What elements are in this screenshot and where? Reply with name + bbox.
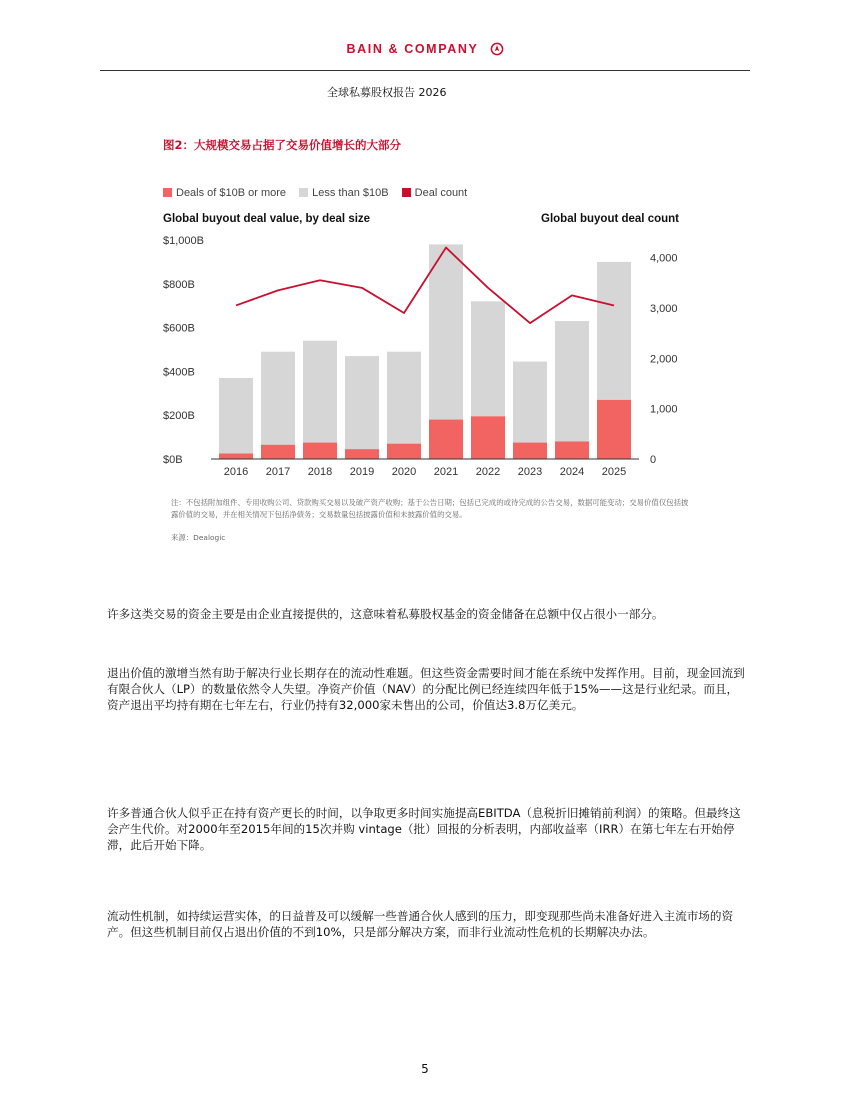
x-tick-label: 2022 [475,466,501,478]
compass-icon [490,41,504,60]
report-title: 全球私募股权报告 2026 [327,86,447,99]
buyout-deal-chart [160,228,700,480]
left-axis-heading: Global buyout deal value, by deal size [163,213,371,225]
bar-10b-or-more [261,445,295,459]
right-tick-label: 2,000 [650,353,678,366]
bar-10b-or-more [513,443,547,459]
x-tick-label: 2019 [349,466,375,478]
legend-item-deal-count [402,187,468,199]
legend-swatch-big [163,188,172,197]
x-tick-label: 2023 [517,466,543,478]
bar-less-than-10b [513,362,547,443]
header-divider [100,70,750,71]
legend-label: Deal count [414,187,468,199]
legend-swatch-small [299,188,308,197]
right-tick-label: 0 [650,454,657,466]
left-tick-label: $0B [163,454,183,466]
chart-legend [163,187,477,199]
right-tick-label: 4,000 [650,252,678,265]
x-tick-label: 2020 [391,466,417,478]
x-tick-label: 2017 [265,466,291,478]
x-tick-label: 2018 [307,466,333,478]
x-tick-label: 2016 [223,466,249,478]
bar-less-than-10b [555,321,589,441]
bar-10b-or-more [219,454,253,459]
bar-less-than-10b [345,356,379,449]
bar-less-than-10b [597,262,631,400]
left-tick-label: $800B [163,278,195,291]
legend-label: Deals of $10B or more [176,187,287,199]
bar-less-than-10b [219,378,253,454]
legend-item-big-deals [163,187,286,199]
bar-10b-or-more [345,449,379,459]
deal-count-line [236,248,614,324]
legend-swatch-count [402,188,411,197]
bar-less-than-10b [387,352,421,444]
right-axis-heading: Global buyout deal count [541,213,679,225]
paragraph-2: 退出价值的激增当然有助于解决行业长期存在的流动性难题。但这些资金需要时间才能在系统中发挥作用。目前，现金回流到有限合伙人（LP）的数量依然令人失望。净资产价值（NAV）的分配比例已经连续四年低于15%——这是行业纪录。而且，资产退出平均持有期在七年左右，行业仍持有32,000家未售出的公司，价值达3.8万亿美元。 [107,666,745,712]
logo-text: BAIN & COMPANY [346,42,479,56]
paragraph-1: 许多这类交易的资金主要是由企业直接提供的，这意味着私募股权基金的资金储备在总额中仅占很小一部分。 [107,607,664,621]
bar-less-than-10b [471,301,505,416]
bar-less-than-10b [429,244,463,419]
bar-less-than-10b [303,341,337,443]
bar-10b-or-more [387,444,421,459]
bain-logo [0,38,850,60]
legend-item-small-deals [299,187,388,199]
left-tick-label: $1,000B [163,235,204,247]
page-number: 5 [421,1062,429,1076]
figure-title: 图2：大规模交易占据了交易价值增长的大部分 [163,138,401,152]
bar-10b-or-more [597,400,631,459]
x-tick-label: 2021 [433,466,459,478]
bar-10b-or-more [555,441,589,459]
left-tick-label: $600B [163,322,195,335]
bar-10b-or-more [303,443,337,459]
x-tick-label: 2025 [601,466,627,478]
bar-less-than-10b [261,352,295,445]
x-tick-label: 2024 [559,466,585,478]
figure-note: 注：不包括附加组件、专用收购公司、贷款购买交易以及破产资产收购；基于公告日期；包括已完成的或待完成的公告交易，数据可能变动；交易价值仅包括披露价值的交易，并在相关情况下包括净债务；交易数量包括披露价值和未披露价值的交易。 [171,498,689,519]
legend-label: Less than $10B [312,187,389,199]
left-tick-label: $200B [163,410,195,423]
figure-source: 来源：Dealogic [171,533,226,542]
bar-10b-or-more [471,416,505,459]
bar-10b-or-more [429,420,463,459]
paragraph-3: 许多普通合伙人似乎正在持有资产更长的时间，以争取更多时间实施提高EBITDA（息税折旧摊销前利润）的策略。但最终这会产生代价。对2000年至2015年间的15次并购 vintage（批）回报的分析表明，内部收益率（IRR）在第七年左右开始停滞，此后开始下降。 [107,806,741,852]
right-tick-label: 1,000 [650,403,678,416]
left-tick-label: $400B [163,366,195,379]
paragraph-4: 流动性机制，如持续运营实体，的日益普及可以缓解一些普通合伙人感到的压力，即变现那些尚未准备好进入主流市场的资产。但这些机制目前仅占退出价值的不到10%，只是部分解决方案，而非行业流动性危机的长期解决办法。 [107,909,734,939]
right-tick-label: 3,000 [650,302,678,315]
